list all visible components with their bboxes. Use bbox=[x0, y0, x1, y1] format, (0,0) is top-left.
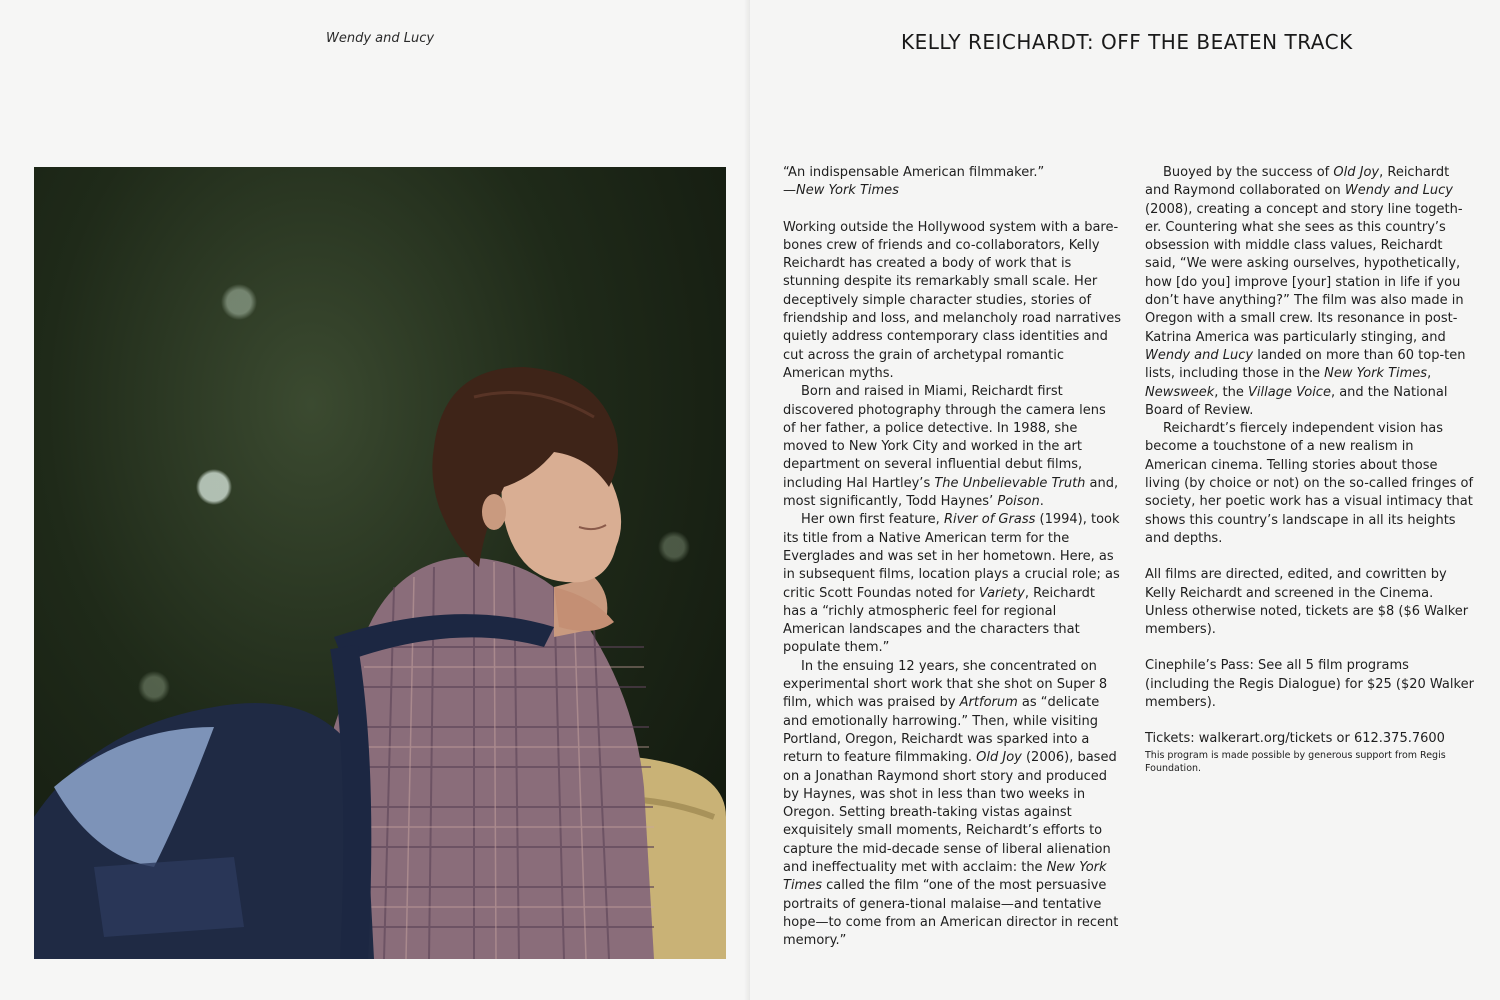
sponsor-credit: This program is made possible by generous support from Regis Foundation. bbox=[1145, 749, 1446, 774]
portrait-illustration bbox=[34, 167, 726, 959]
photo-caption: Wendy and Lucy bbox=[326, 31, 435, 46]
paragraph: Her own first feature, River of Grass (1994), took its title from a Native American term for the Everglades and was set in her hometown. Here, as in subsequent films, location plays a crucial role; as critic Scott Foundas noted for Variety, Reichardt has a “richly atmospheric feel for regional American landscapes and the characters that populate them.” bbox=[783, 512, 1120, 656]
article-title: KELLY REICHARDT: OFF THE BEATEN TRACK bbox=[901, 30, 1353, 54]
quote-attribution: —New York Times bbox=[783, 183, 899, 199]
tickets-info: Tickets: walkerart.org/tickets or 612.375.7600 bbox=[1145, 731, 1445, 747]
film-still-photo bbox=[34, 167, 726, 959]
paragraph: Born and raised in Miami, Reichardt first discovered photography through the camera lens of her father, a police detective. In 1988, she moved to New York City and worked in the art department on several influential debut films, including Hal Hartley’s The Unbelievable Truth and, most significantly, Todd Haynes’ Poison. bbox=[783, 384, 1119, 510]
text-column-2 bbox=[1145, 164, 1475, 775]
screening-info: All films are directed, edited, and cowritten by Kelly Reichardt and screened in the Cinema. Unless otherwise noted, tickets are $8 ($6 Walker members). bbox=[1145, 567, 1469, 638]
pull-quote: “An indispensable American filmmaker.” bbox=[783, 165, 1045, 180]
cinephile-pass-info: Cinephile’s Pass: See all 5 film programs (including the Regis Dialogue) for $25 ($20 Walker members). bbox=[1145, 658, 1474, 711]
paragraph: Buoyed by the success of Old Joy, Reichardt and Raymond collaborated on Wendy and Lucy (2008), creating a concept and story line togeth-er. Countering what she sees as this country’s obsession with middle class values, Reichardt said, “We were asking ourselves, hypothetically, how [do you] improve [your] station in life if you don’t have anything?” The film was also made in Oregon with a small crew. Its resonance in post-Katrina America was particularly stinging, and Wendy and Lucy landed on more than 60 top-ten lists, including those in the New York Times, Newsweek, the Village Voice, and the National Board of Review. bbox=[1145, 165, 1466, 418]
paragraph: Working outside the Hollywood system with a bare-bones crew of friends and co-collaborators, Kelly Reichardt has created a body of work that is stunning despite its remarkably small scale. Her deceptively simple character studies, stories of friendship and loss, and melancholy road narratives quietly address contemporary class identities and cut across the grain of archetypal romantic American myths. bbox=[783, 219, 1122, 381]
text-column-1 bbox=[783, 164, 1121, 950]
paragraph: Reichardt’s fiercely independent vision has become a touchstone of a new realism in American cinema. Telling stories about those living (by choice or not) on the so-called fringes of society, her poetic work has a visual intimacy that shows this country’s landscape in all its heights and depths. bbox=[1145, 421, 1474, 546]
paragraph: In the ensuing 12 years, she concentrated on experimental short work that she shot on Super 8 film, which was praised by Artforum as “delicate and emotionally harrowing.” Then, while visiting Portland, Oregon, Reichardt was sparked into a return to feature filmmaking. Old Joy (2006), based on a Jonathan Raymond short story and produced by Haynes, was shot in less than two weeks in Oregon. Setting breath-taking vistas against exquisitely small moments, Reichardt’s efforts to capture the mid-decade sense of liberal alienation and ineffectuality met with acclaim: the New York Times called the film “one of the most persuasive portraits of genera-tional malaise—and tentative hope—to come from an American director in recent memory.” bbox=[783, 658, 1119, 949]
